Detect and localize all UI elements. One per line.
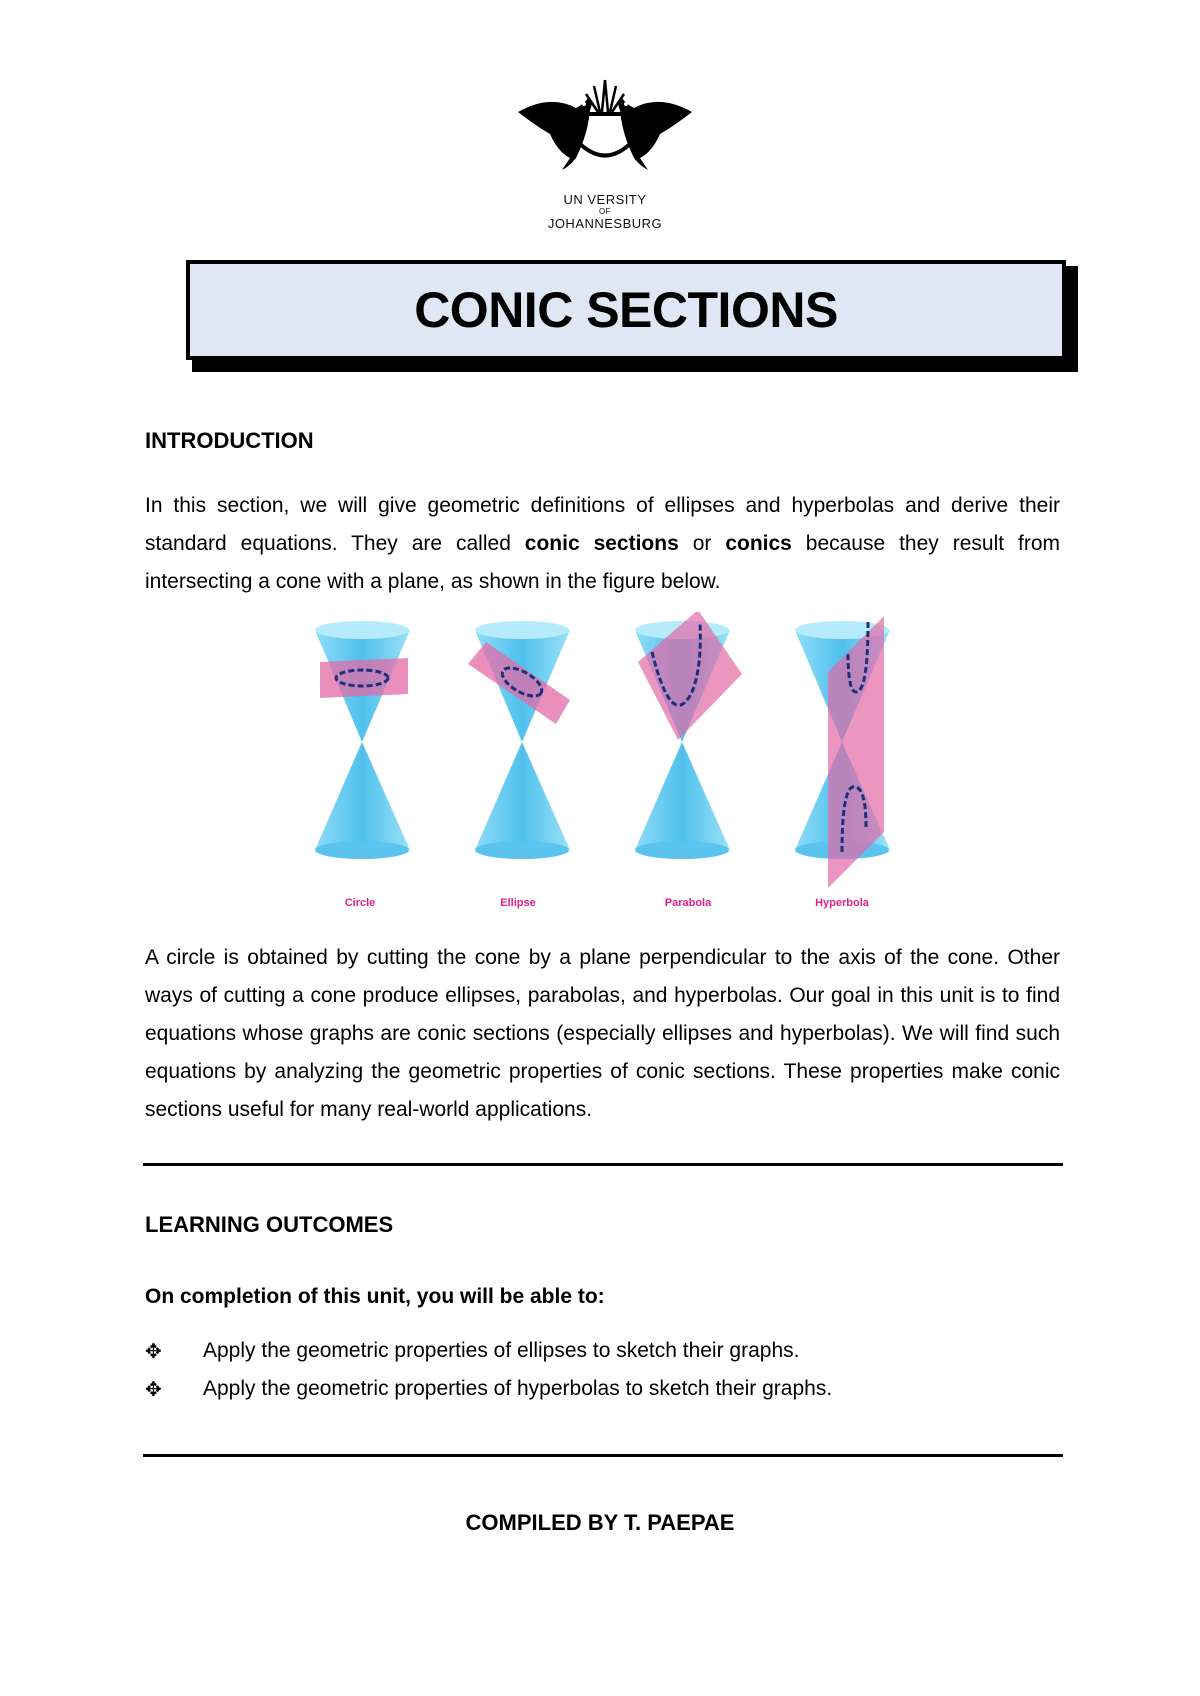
intro-paragraph-1	[145, 487, 1060, 601]
page-title: CONIC SECTIONS	[414, 282, 838, 338]
title-box	[186, 260, 1066, 360]
intro-text-a: In this section, we will give geometric definitions of ellipses and hyperbolas and derive their standard equations. They are called	[145, 494, 1060, 555]
bullet-icon: ✥	[145, 1341, 162, 1363]
introduction-heading: INTRODUCTION	[145, 428, 314, 453]
term-conic-sections: conic sections	[524, 532, 679, 555]
parabola-cone-diagram	[635, 612, 742, 859]
circle-cone-diagram	[315, 621, 410, 859]
logo-text-university: UN VERSITY	[563, 192, 647, 207]
outcome-text: Apply the geometric properties of ellipses to sketch their graphs.	[203, 1339, 800, 1362]
logo-text-johannesburg: JOHANNESBURG	[547, 216, 663, 231]
term-conics: conics	[725, 532, 792, 555]
divider-2	[143, 1454, 1063, 1457]
learning-outcomes-heading: LEARNING OUTCOMES	[145, 1212, 394, 1237]
intro-paragraph-2: A circle is obtained by cutting the cone by a plane perpendicular to the axis of the cone. Other ways of cutting a cone produce ellipses, parabolas, and hyperbolas. Our goal in this unit is to find equations whose graphs are conic sections (especially ellipses and hyperbolas). We will find such equations by analyzing the geometric properties of conic sections. These properties make conic sections useful for many real-world applications.	[145, 946, 1060, 1121]
label-circle: Circle	[344, 897, 376, 909]
intro-text-d: because they result from intersecting a cone with a plane, as shown in the figure below.	[145, 532, 1060, 593]
bullet-icon: ✥	[145, 1379, 162, 1401]
conic-sections-figure	[300, 612, 920, 912]
hyperbola-cone-diagram	[795, 616, 890, 888]
label-parabola: Parabola	[664, 897, 712, 909]
intro-text-c: or	[678, 532, 726, 555]
outcomes-subheading: On completion of this unit, you will be able to:	[145, 1285, 605, 1308]
label-ellipse: Ellipse	[500, 897, 536, 909]
outcome-text: Apply the geometric properties of hyperbolas to sketch their graphs.	[203, 1377, 833, 1400]
ellipse-cone-diagram	[468, 621, 570, 859]
logo-text-of: OF	[598, 207, 612, 216]
divider-1	[143, 1163, 1063, 1166]
label-hyperbola: Hyperbola	[815, 897, 869, 909]
compiled-by-footer: COMPILED BY T. PAEPAE	[465, 1510, 735, 1535]
